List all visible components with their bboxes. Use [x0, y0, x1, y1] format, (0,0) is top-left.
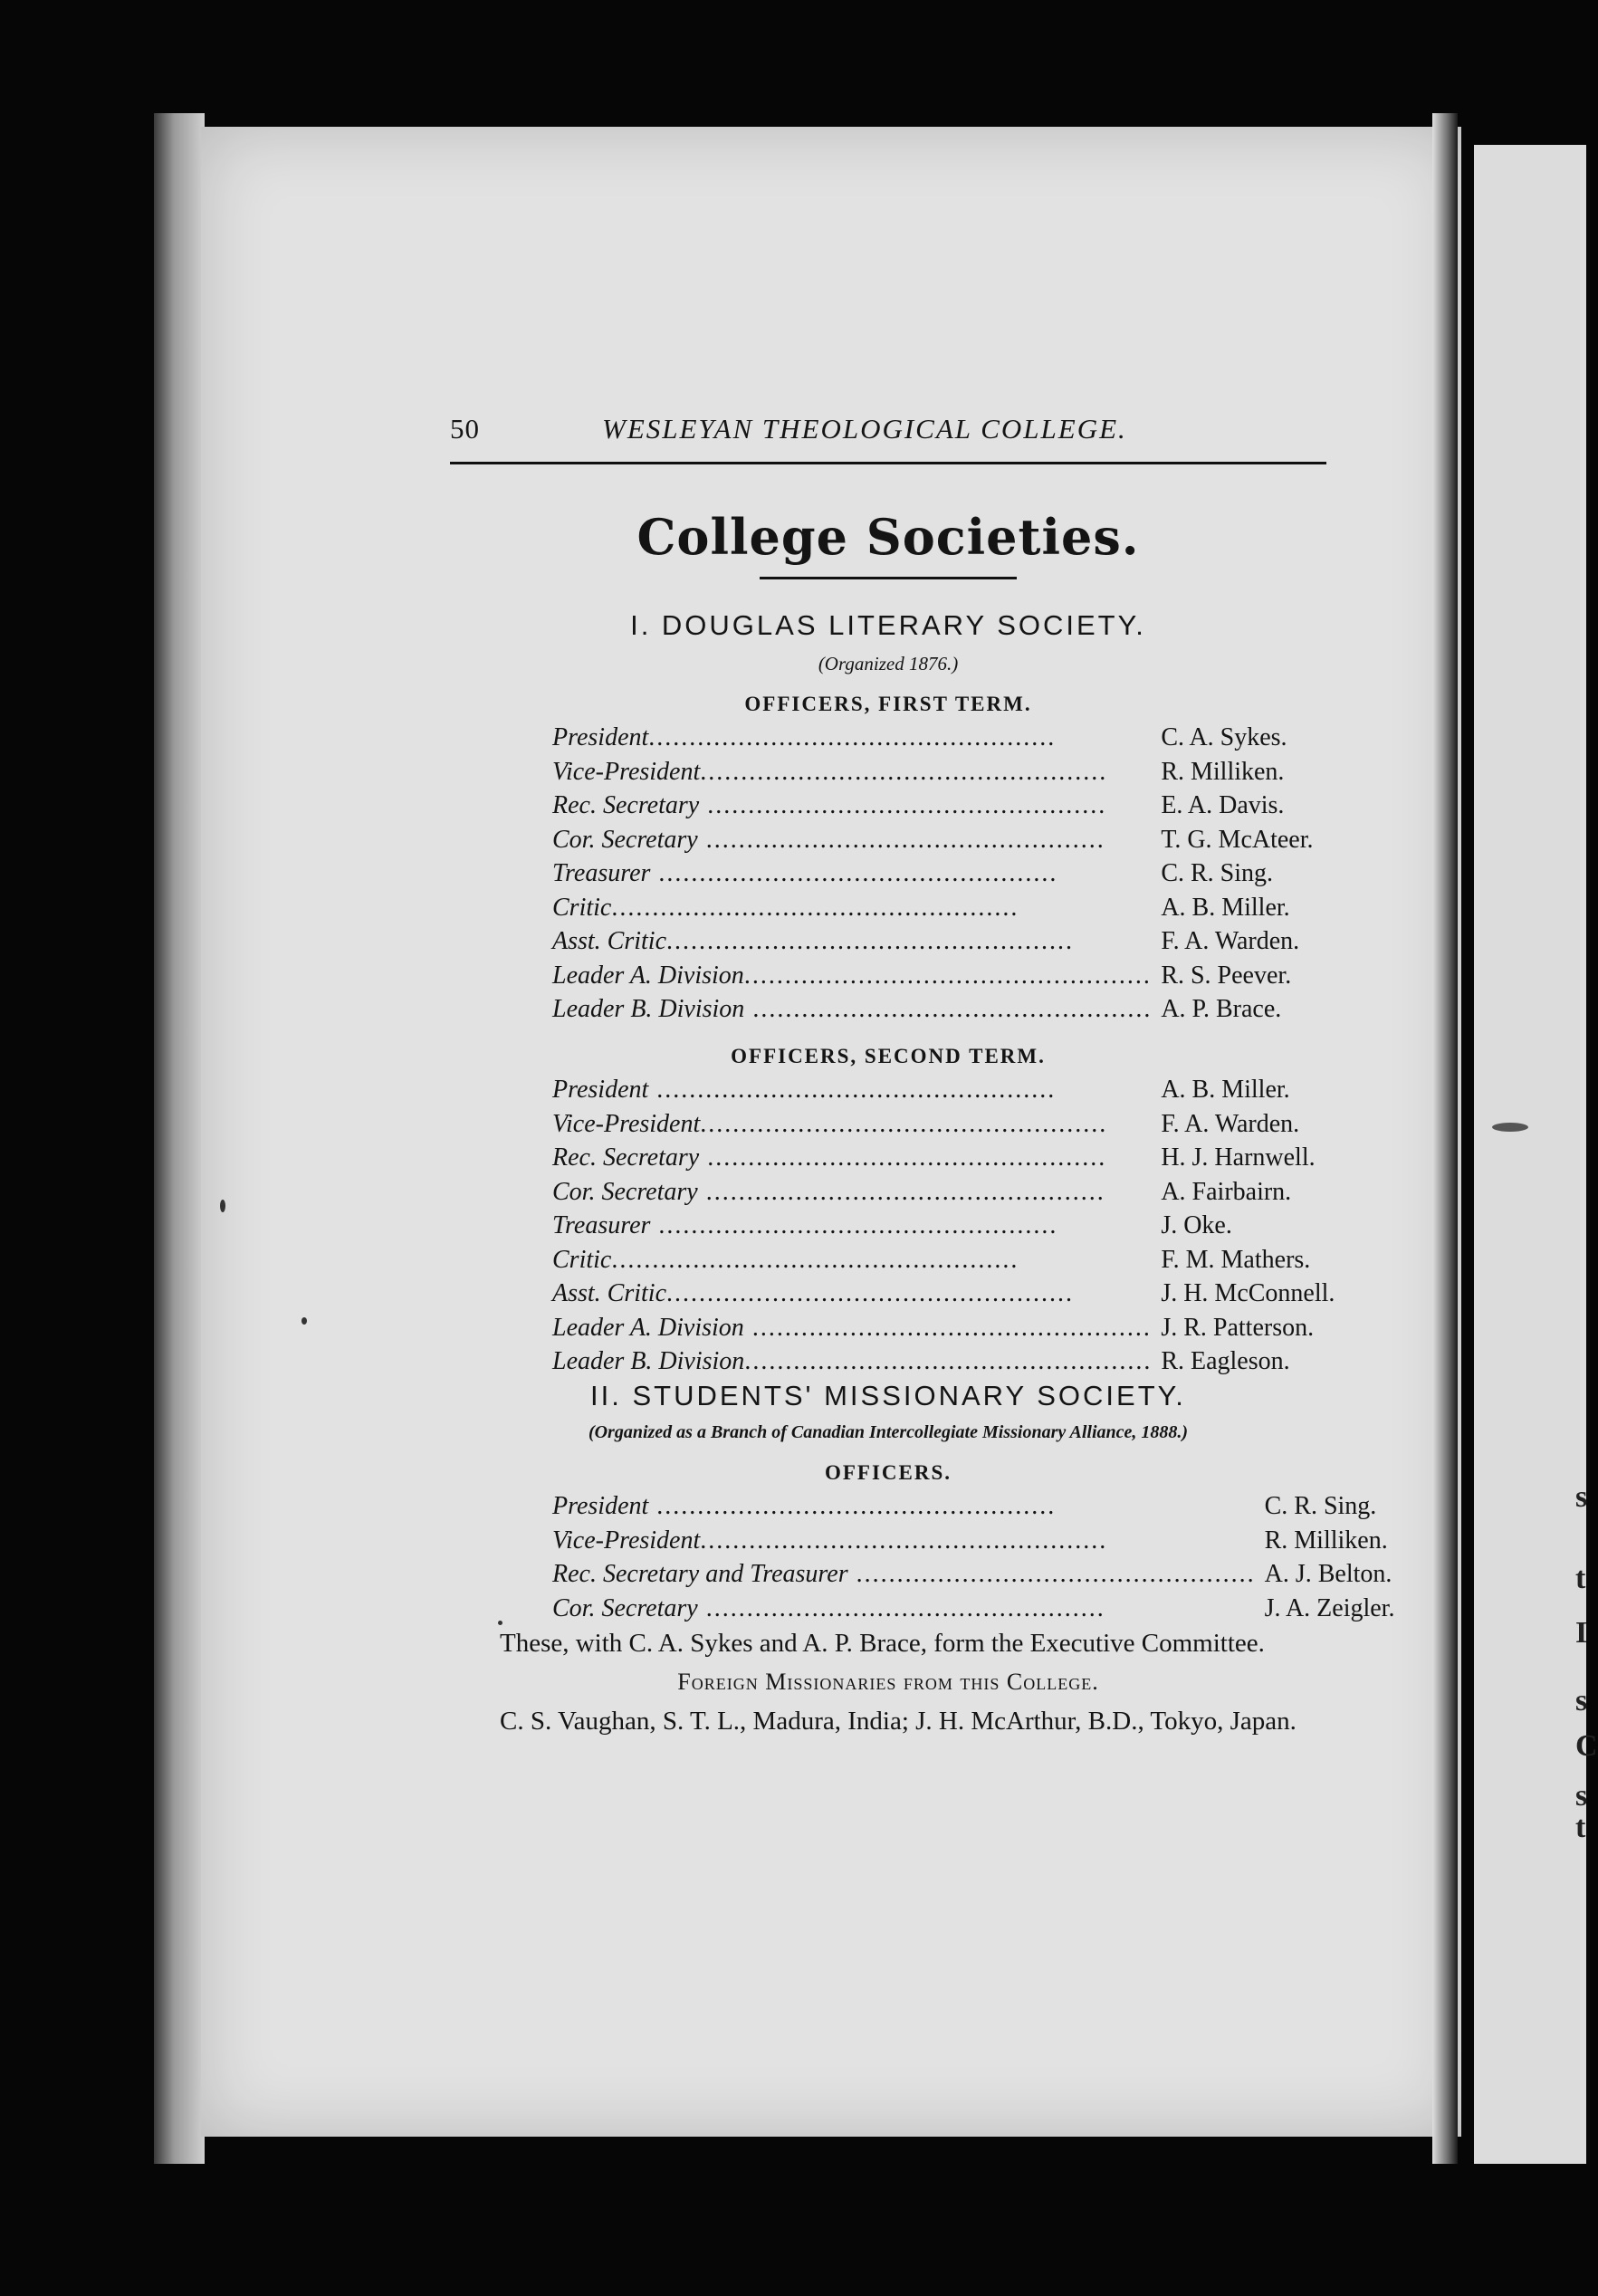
officer-role: President: [552, 723, 649, 751]
officer-row: [552, 1592, 1394, 1626]
officer-row: [552, 856, 1314, 891]
officer-row: [552, 1489, 1394, 1524]
officer-row: [552, 789, 1314, 823]
officers-first-term-heading: OFFICERS, FIRST TERM.: [744, 692, 1032, 715]
dot-leader: .................................................: [697, 1593, 1105, 1622]
officer-row: [552, 1344, 1335, 1379]
dot-leader: ..................................................: [700, 757, 1108, 786]
officer-row: [552, 1311, 1335, 1345]
page-number: 50: [450, 413, 480, 445]
facing-page-fragment: C: [1575, 1729, 1598, 1763]
officer-row: [552, 992, 1314, 1027]
officer-role: Rec. Secretary and Treasurer: [552, 1560, 848, 1588]
facing-page-fragment: s: [1575, 1684, 1588, 1717]
foreign-missionaries-text: C. S. Vaughan, S. T. L., Madura, India; J. H. McArthur, B.D., Tokyo, Japan.: [500, 1706, 1297, 1736]
officer-role: Treasurer: [552, 859, 651, 887]
officer-row: [552, 1557, 1394, 1592]
header-rule: [450, 462, 1326, 464]
officer-name: R. Milliken.: [1264, 1526, 1388, 1555]
officer-role: Cor. Secretary: [552, 825, 698, 854]
officer-row: [552, 1073, 1335, 1107]
officer-name: A. Fairbairn.: [1161, 1177, 1292, 1206]
dot-leader: ..................................................: [611, 1245, 1019, 1274]
dot-leader: ..................................................: [743, 961, 1152, 990]
facing-page: [1474, 145, 1598, 2164]
officer-role: President: [552, 1076, 649, 1104]
dot-leader: ..................................................: [700, 1526, 1108, 1555]
officer-role: President: [552, 1492, 649, 1520]
officer-role: Asst. Critic: [552, 927, 667, 955]
dot-leader: .................................................: [847, 1560, 1256, 1588]
officer-role: Rec. Secretary: [552, 791, 700, 819]
officer-name: J. R. Patterson.: [1161, 1313, 1315, 1342]
dot-leader: ..................................................: [666, 927, 1075, 955]
dot-leader: ..................................................: [666, 1279, 1075, 1307]
officers-heading: OFFICERS.: [824, 1460, 952, 1484]
officer-role: Vice-President: [552, 1526, 701, 1555]
facing-page-fragment: I: [1575, 1616, 1588, 1650]
book-edge-left: [154, 113, 205, 2164]
dot-leader: .................................................: [743, 1313, 1152, 1342]
officer-role: Leader B. Division: [552, 995, 745, 1023]
running-title: WESLEYAN THEOLOGICAL COLLEGE.: [602, 413, 1127, 445]
executive-committee-note: These, with C. A. Sykes and A. P. Brace, form the Executive Committee.: [500, 1629, 1265, 1658]
officer-name: T. G. McAteer.: [1161, 825, 1314, 854]
officer-name: C. R. Sing.: [1161, 859, 1274, 887]
officer-name: A. B. Miller.: [1161, 1076, 1290, 1104]
dot-leader: .................................................: [648, 1076, 1057, 1104]
officer-role: Asst. Critic: [552, 1279, 667, 1307]
scan-speck: [301, 1317, 307, 1325]
dot-leader: .................................................: [697, 1177, 1105, 1206]
title-rule: [760, 577, 1017, 579]
dot-leader: .................................................: [648, 1492, 1057, 1520]
officer-name: H. J. Harnwell.: [1161, 1143, 1316, 1172]
officer-row: [552, 1277, 1335, 1311]
officer-row: [552, 1243, 1335, 1277]
officer-role: Treasurer: [552, 1211, 651, 1239]
dot-leader: .................................................: [699, 791, 1107, 819]
society-heading: II. STUDENTS' MISSIONARY SOCIETY.: [590, 1379, 1186, 1411]
officer-row: [552, 823, 1314, 857]
facing-page-fragment: t: [1575, 1562, 1586, 1595]
officer-name: C. A. Sykes.: [1161, 723, 1287, 751]
officers-table-second-term: [552, 1073, 1335, 1379]
officers-second-term-heading: OFFICERS, SECOND TERM.: [731, 1044, 1046, 1067]
officer-name: C. R. Sing.: [1264, 1492, 1377, 1520]
organized-note: (Organized as a Branch of Canadian Intercollegiate Missionary Alliance, 1888.): [588, 1422, 1189, 1442]
officers-table-missionary: [552, 1489, 1394, 1625]
officer-row: [552, 924, 1314, 959]
dot-leader: .................................................: [744, 995, 1153, 1023]
dot-leader: .................................................: [699, 1143, 1107, 1172]
officer-role: Cor. Secretary: [552, 1593, 698, 1622]
officer-role: Leader A. Division: [552, 1313, 744, 1342]
page-title: College Societies.: [636, 508, 1140, 566]
facing-page-fragment: s: [1575, 1779, 1588, 1813]
officer-role: Rec. Secretary: [552, 1143, 700, 1172]
officer-role: Cor. Secretary: [552, 1177, 698, 1206]
officer-row: [552, 1524, 1394, 1558]
facing-page-fragment: s: [1575, 1480, 1588, 1514]
organized-note: (Organized 1876.): [818, 653, 959, 674]
officer-role: Vice-President: [552, 757, 701, 786]
officer-name: J. H. McConnell.: [1161, 1279, 1335, 1307]
officer-row: [552, 1209, 1335, 1243]
officer-name: A. B. Miller.: [1161, 893, 1290, 922]
running-header: [450, 412, 1326, 457]
officer-row: [552, 1175, 1335, 1210]
facing-page-fragment: t: [1575, 1811, 1586, 1844]
officer-row: [552, 755, 1314, 789]
officer-row: [552, 1141, 1335, 1175]
officer-row: [552, 721, 1314, 755]
officer-name: J. A. Zeigler.: [1264, 1593, 1395, 1622]
officer-name: A. J. Belton.: [1264, 1560, 1392, 1588]
officer-name: R. Milliken.: [1161, 757, 1285, 786]
officer-role: Critic: [552, 1245, 612, 1274]
dot-leader: .................................................: [650, 859, 1058, 887]
dot-leader: .................................................: [650, 1211, 1058, 1239]
officer-name: R. S. Peever.: [1161, 961, 1292, 990]
scan-speck: [220, 1200, 225, 1212]
dot-leader: ..................................................: [648, 723, 1057, 751]
foreign-missionaries-heading: Foreign Missionaries from this College.: [677, 1669, 1099, 1695]
officer-row: [552, 891, 1314, 925]
dot-leader: ..................................................: [611, 893, 1019, 922]
officer-name: A. P. Brace.: [1161, 995, 1282, 1023]
officer-role: Leader B. Division: [552, 1347, 745, 1375]
officer-role: Critic: [552, 893, 612, 922]
dot-leader: ..................................................: [700, 1109, 1108, 1138]
dot-leader: .................................................: [697, 825, 1105, 854]
officers-table-first-term: [552, 721, 1314, 1027]
officer-name: F. M. Mathers.: [1161, 1245, 1311, 1274]
dot-leader: ..................................................: [744, 1347, 1153, 1375]
society-heading: I. DOUGLAS LITERARY SOCIETY.: [630, 608, 1146, 641]
officer-role: Leader A. Division: [552, 961, 744, 990]
officer-role: Vice-President: [552, 1109, 701, 1138]
officer-name: E. A. Davis.: [1161, 791, 1285, 819]
officer-name: F. A. Warden.: [1161, 927, 1300, 955]
page-content: [450, 412, 1395, 1737]
officer-row: [552, 959, 1314, 993]
officer-name: R. Eagleson.: [1161, 1347, 1290, 1375]
officer-name: F. A. Warden.: [1161, 1109, 1300, 1138]
officer-row: [552, 1107, 1335, 1142]
book-gutter: [1432, 113, 1458, 2164]
scan-speck: [1492, 1123, 1528, 1132]
officer-name: J. Oke.: [1161, 1211, 1232, 1239]
